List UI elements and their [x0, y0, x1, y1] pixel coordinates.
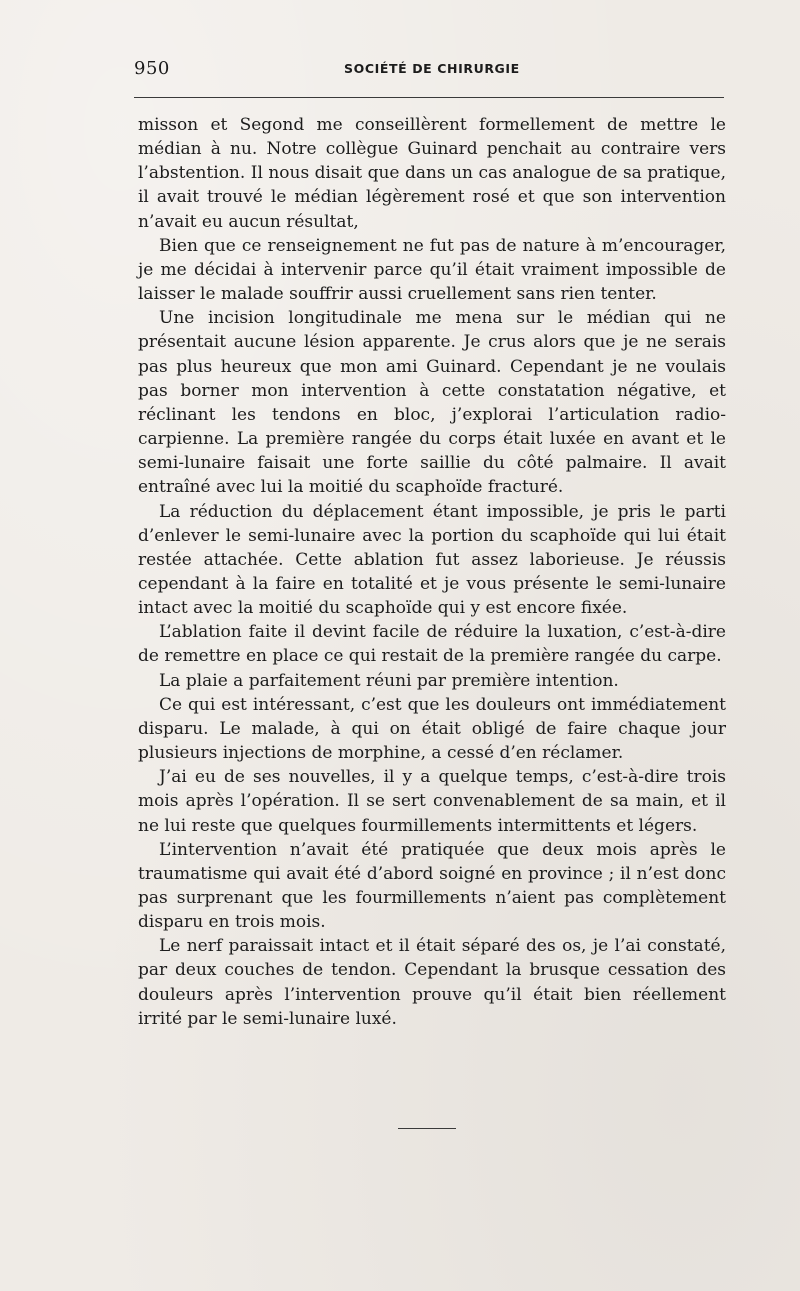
page-header: [134, 58, 724, 82]
paragraph: La réduction du déplacement étant impossible, je pris le parti d’enlever le semi-lunaire avec la portion du scaphoïde qui lui était restée attachée. Cette ablation fut assez laborieuse. Je réussis cependant à la faire en totalité et je vous présente le semi-lunaire intact avec la moitié du scaphoïde qui y est encore fixée.: [138, 501, 726, 619]
paragraph: Bien que ce renseignement ne fut pas de nature à m’encourager, je me décidai à intervenir parce qu’il était vraiment impossible de laisser le malade souffrir aussi cruellement sans rien tenter.: [138, 235, 726, 305]
paragraph: Ce qui est intéressant, c’est que les douleurs ont immédiatement disparu. Le malade, à qui on était obligé de faire chaque jour plusieurs injections de morphine, a cessé d’en réclamer.: [138, 694, 726, 764]
paragraph: L’ablation faite il devint facile de réduire la luxation, c’est-à-dire de remettre en place ce qui restait de la première rangée du carpe.: [138, 622, 726, 667]
paragraph: L’intervention n’avait été pratiquée que deux mois après le traumatisme qui avait été d’abord soigné en province ; il n’est donc pas surprenant que les fourmillements n’aient pas complètement disparu en trois mois.: [138, 839, 726, 933]
paragraph: J’ai eu de ses nouvelles, il y a quelque temps, c’est-à-dire trois mois après l’opération. Il se sert convenablement de sa main, et il ne lui reste que quelques fourmillements intermittents et légers.: [138, 767, 726, 836]
paragraph: Une incision longitudinale me mena sur le médian qui ne présentait aucune lésion apparente. Je crus alors que je ne serais pas plus heureux que mon ami Guinard. Cependant je ne voulais pas borner mon intervention à cette constatation négative, et réclinant les tendons en bloc, j’explorai l’articulation radio-carpienne. La première rangée du corps était luxée en avant et le semi-lunaire faisait une forte saillie du côté palmaire. Il avait entraîné avec lui la moitié du scaphoïde fracturé.: [138, 308, 726, 498]
paragraph: La plaie a parfaitement réuni par première intention.: [159, 670, 619, 691]
running-head: SOCIÉTÉ DE CHIRURGIE: [344, 61, 520, 76]
end-rule: [398, 1128, 456, 1129]
header-rule: [134, 97, 724, 98]
paragraph: misson et Segond me conseillèrent formellement de mettre le médian à nu. Notre collègue Guinard penchait au contraire vers l’abstention. Il nous disait que dans un cas analogue de sa pratique, il avait trouvé le médian légèrement rosé et que son intervention n’avait eu aucun résultat,: [138, 115, 726, 232]
paragraph: Le nerf paraissait intact et il était séparé des os, je l’ai constaté, par deux couches de tendon. Cependant la brusque cessation des douleurs après l’intervention prouve qu’il était bien réellement irrité par le semi-lunaire luxé.: [138, 936, 726, 1029]
page-number: 950: [134, 58, 170, 79]
body-text: [138, 113, 726, 1031]
